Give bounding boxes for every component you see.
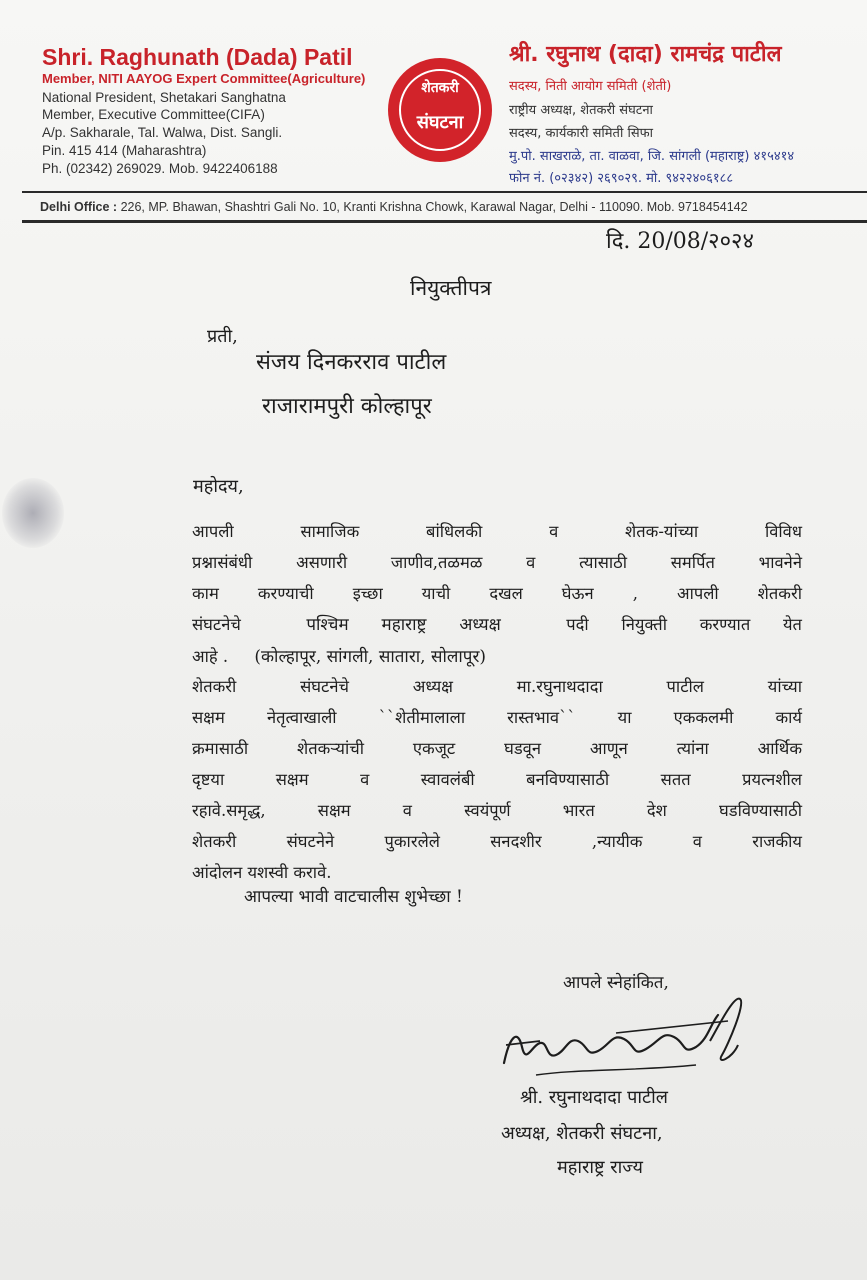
signatory-name: श्री. रघुनाथदादा पाटील (520, 1087, 668, 1108)
letterhead-en-line-1: Member, NITI AAYOG Expert Committee(Agriculture) (42, 71, 366, 86)
paragraph-line: काम करण्याची इच्छा याची दखल घेऊन , आपली शेतकरी (192, 584, 802, 603)
recipient-name: संजय दिनकरराव पाटील (256, 350, 447, 375)
letter-date: दि. 20/08/२०२४ (606, 229, 754, 254)
salutation: महोदय, (193, 476, 244, 497)
paragraph-line: दृष्टया सक्षम व स्वावलंबी बनविण्यासाठी सतत प्रयत्नशील (192, 770, 802, 789)
paragraph-line: शेतकरी संघटनेचे अध्यक्ष मा.रघुनाथदादा पाटील यांच्या (192, 677, 802, 696)
paragraph-line (192, 609, 802, 641)
recipient-prefix: प्रती, (207, 326, 238, 347)
line-text: संघटनेचे (192, 615, 241, 634)
letterhead-en-line-5: Pin. 415 414 (Maharashtra) (42, 143, 207, 158)
paragraph-line: रहावे.समृद्ध, सक्षम व स्वयंपूर्ण भारत देश घडविण्यासाठी (192, 801, 802, 820)
best-wishes: आपल्या भावी वाटचालीस शुभेच्छा ! (244, 887, 463, 907)
letterhead-en-line-6: Ph. (02342) 269029. Mob. 9422406188 (42, 161, 278, 176)
header-rule-bottom (22, 220, 867, 223)
letterhead-mr-line-1: सदस्य, निती आयोग समिती (शेती) (509, 79, 672, 94)
letterhead-name-english: Shri. Raghunath (Dada) Patil (42, 44, 353, 70)
closing-line: आपले स्नेहांकित, (563, 973, 669, 993)
ink-smudge (2, 478, 64, 548)
recipient-place: राजारामपुरी कोल्हापूर (262, 394, 432, 419)
letterhead-name-marathi: श्री. रघुनाथ (दादा) रामचंद्र पाटील (509, 42, 782, 67)
paragraph-line: प्रश्नासंबंधी असणारी जाणीव,तळमळ व त्यासाठी समर्पित भावनेने (192, 553, 802, 572)
header-rule-top (22, 191, 867, 193)
letterhead-mr-line-2: राष्ट्रीय अध्यक्ष, शेतकरी संघटना (509, 103, 653, 118)
logo-text-top: शेतकरी (421, 80, 459, 96)
letter-title: नियुक्तीपत्र (410, 276, 492, 300)
paragraph-line: आंदोलन यशस्वी करावे. (192, 863, 332, 882)
handwritten-districts-fill: (कोल्हापूर, सांगली, सातारा, सोलापूर) (254, 647, 487, 667)
line-text: आहे . (192, 647, 229, 666)
letterhead-en-line-4: A/p. Sakharale, Tal. Walwa, Dist. Sangli. (42, 125, 283, 140)
letterhead-mr-line-3: सदस्य, कार्यकारी समिती सिफा (509, 126, 653, 141)
letterhead-en-line-3: Member, Executive Committee(CIFA) (42, 107, 265, 122)
handwritten-signature (496, 985, 756, 1095)
logo-text-bottom: संघटना (416, 112, 464, 133)
signatory-state: महाराष्ट्र राज्य (557, 1157, 644, 1178)
line-text: पदी नियुक्ती करण्यात येत (566, 615, 802, 634)
delhi-office-label: Delhi Office : (40, 200, 118, 214)
paragraph-appointment (192, 516, 802, 673)
shetkari-sanghatana-logo (388, 58, 492, 162)
paragraph-line (192, 641, 802, 673)
signatory-role: अध्यक्ष, शेतकरी संघटना, (501, 1123, 663, 1144)
letterhead-en-line-2: National President, Shetakari Sanghatna (42, 90, 286, 105)
paragraph-line: क्रमासाठी शेतकऱ्यांची एकजूट घडवून आणून त्यांना आर्थिक (192, 739, 802, 758)
paragraph-line: शेतकरी संघटनेने पुकारलेले सनदशीर ,न्यायीक व राजकीय (192, 832, 802, 851)
letterhead-mr-line-5: फोन नं. (०२३४२) २६९०२९. मो. ९४२२४०६१८८ (509, 171, 734, 186)
letterhead-mr-line-4: मु.पो. साखराळे, ता. वाळवा, जि. सांगली (महाराष्ट्र) ४१५४१४ (509, 149, 795, 164)
paragraph-mission (192, 671, 802, 888)
paragraph-line: आपली सामाजिक बांधिलकी व शेतक-यांच्या विविध (192, 522, 802, 541)
delhi-office-line (40, 200, 748, 214)
paragraph-line: सक्षम नेतृत्वाखाली ``शेतीमालाला रास्तभाव`` या एककलमी कार्य (192, 708, 802, 727)
handwritten-post-fill: पश्चिम महाराष्ट्र अध्यक्ष (306, 615, 501, 635)
delhi-office-address: 226, MP. Bhawan, Shashtri Gali No. 10, Kranti Krishna Chowk, Karawal Nagar, Delhi - 110090. Mob. 9718454142 (117, 200, 748, 214)
